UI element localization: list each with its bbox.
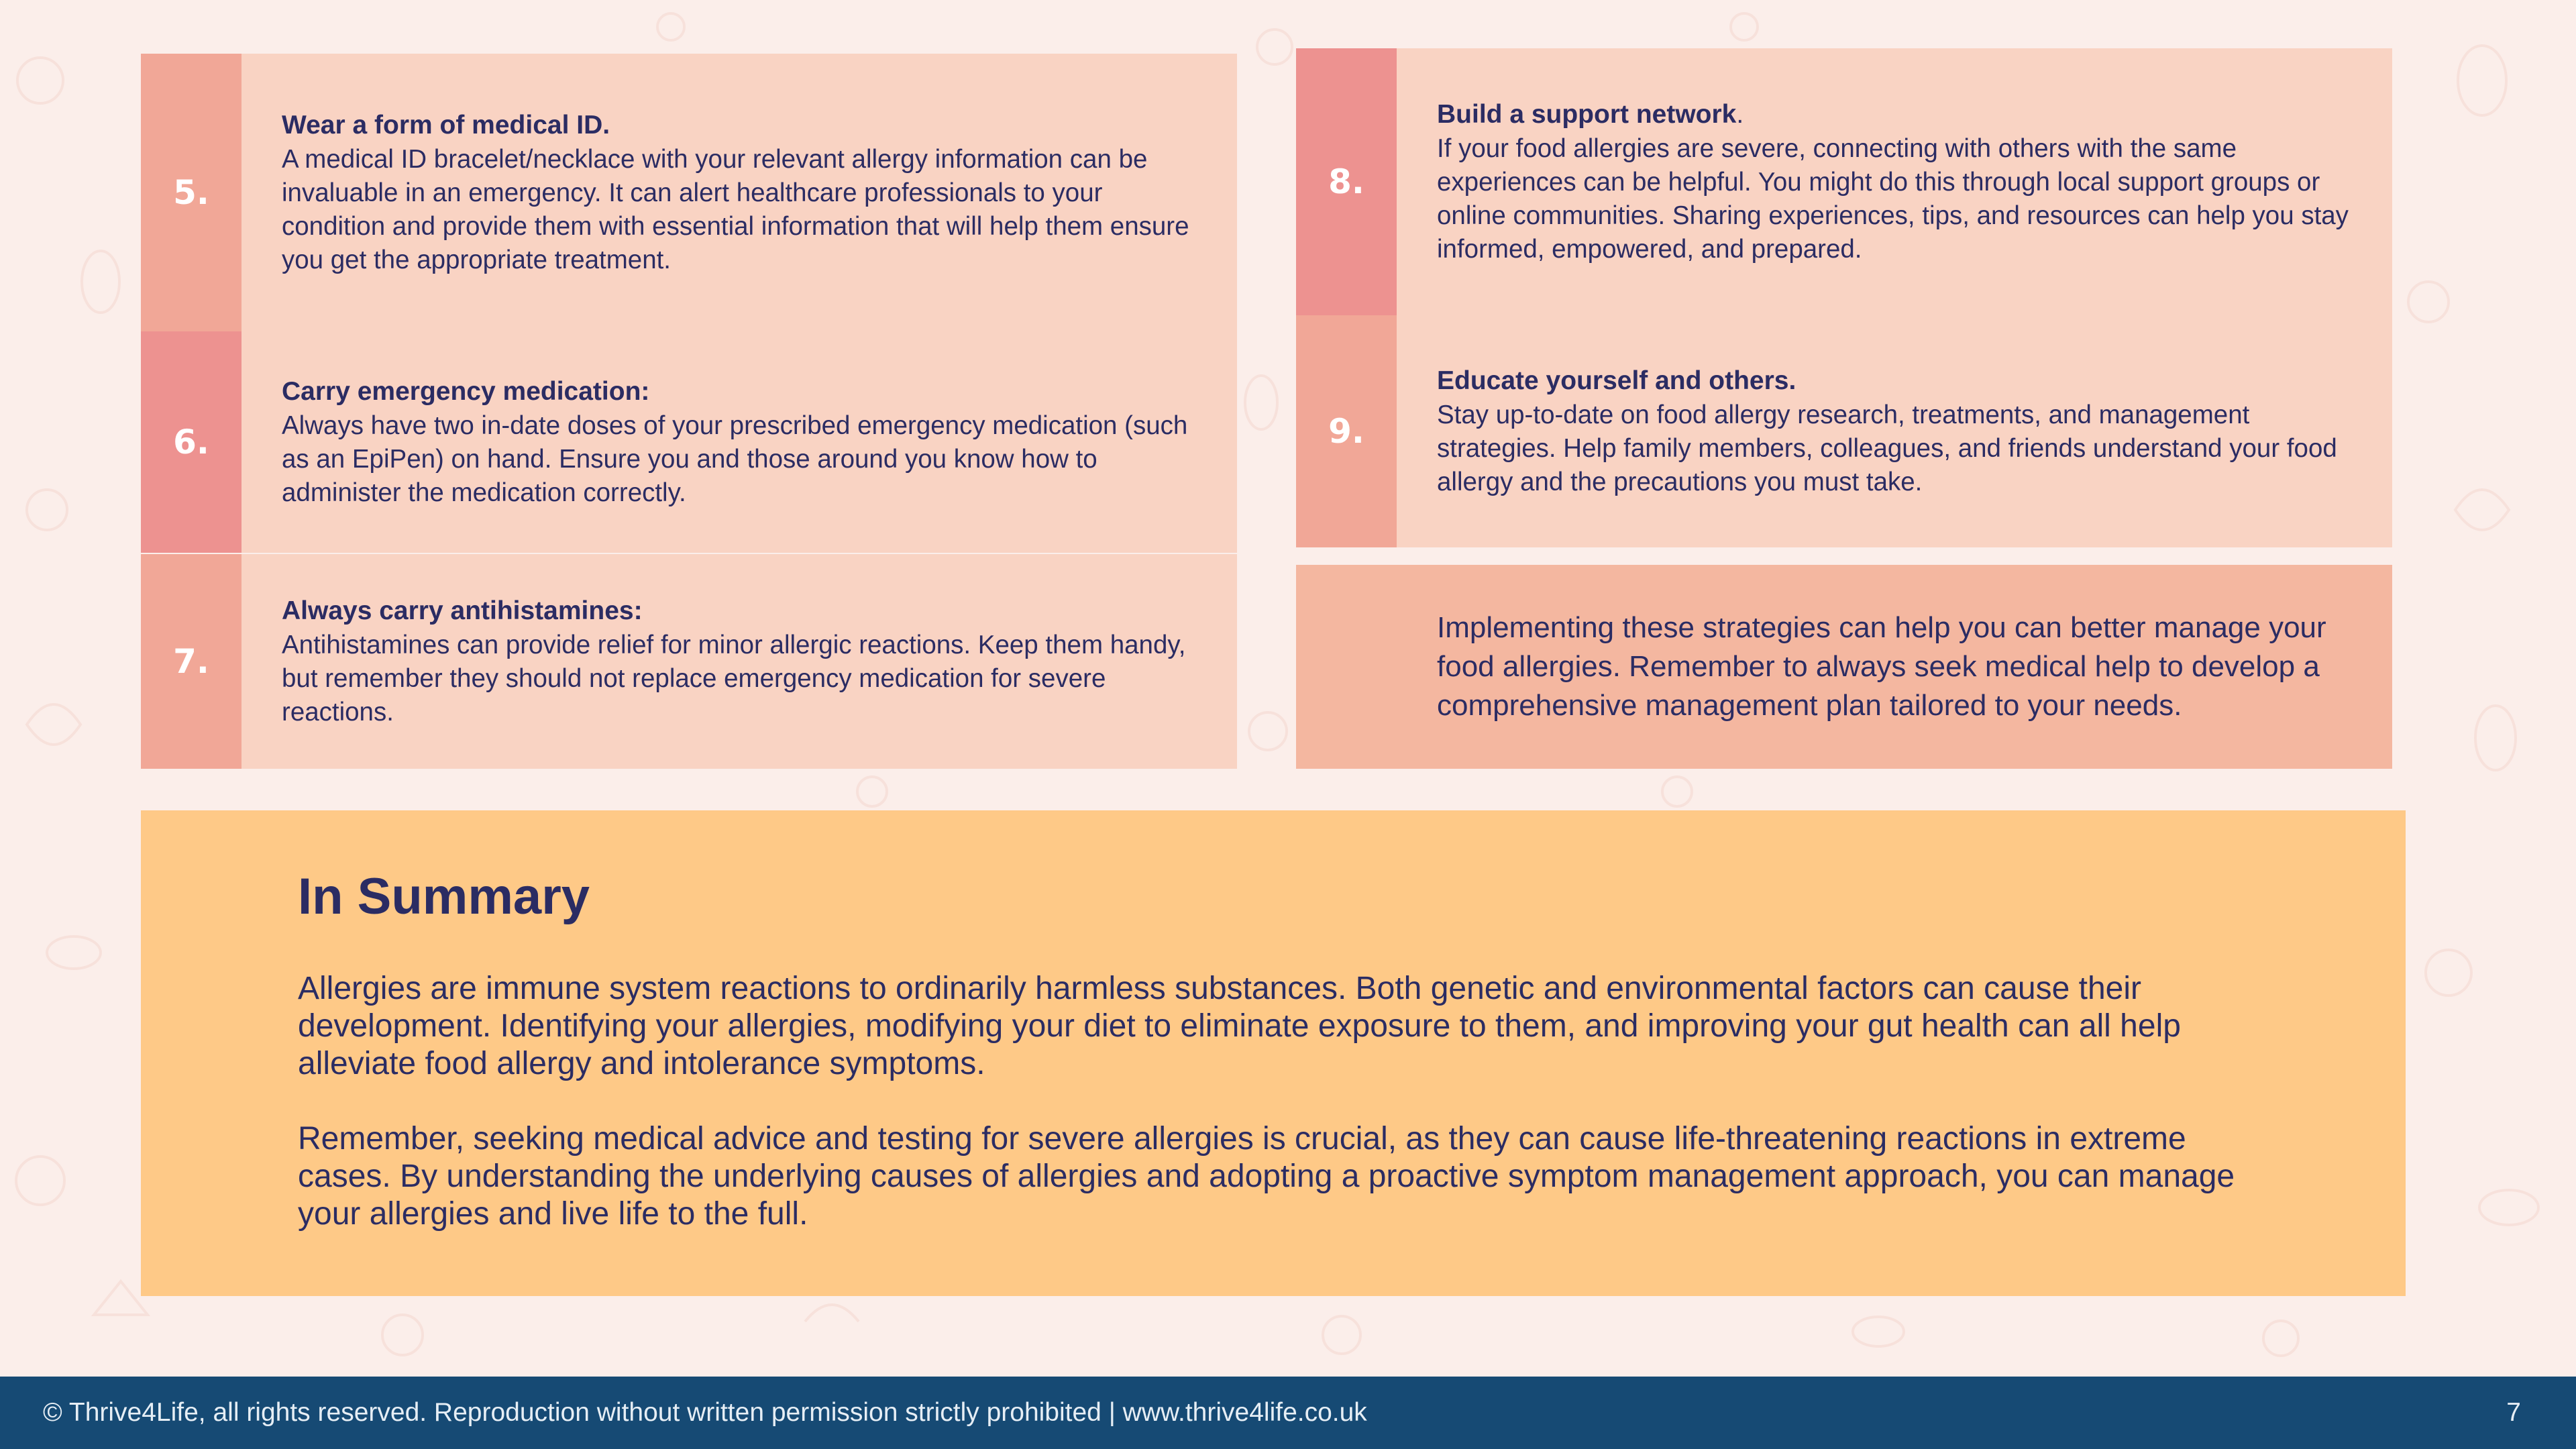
tip-title-text: Build a support network (1437, 100, 1737, 129)
footer-bar (0, 1377, 2576, 1449)
tip-title: Carry emergency medication: (282, 377, 650, 406)
tip-number: 5. (141, 54, 241, 331)
tip-card-9 (1296, 315, 2392, 547)
tip-number: 9. (1296, 315, 1397, 547)
summary-paragraph: Allergies are immune system reactions to ordinarily harmless substances. Both genetic and environmental factors can cause their development. Identifying your allergies, modifying your diet to eliminate exposure to them, and improving your gut health can all help alleviate food allergy and intolerance symptoms. (298, 971, 2181, 1081)
tip-card-6 (141, 331, 1237, 553)
closing-note-card (1296, 565, 2392, 769)
tip-text: Antihistamines can provide relief for minor allergic reactions. Keep them handy, but remember they should not replace emergency medication for severe reactions. (282, 631, 1186, 727)
tip-title-period: . (1736, 100, 1744, 129)
page-number: 7 (2506, 1398, 2521, 1427)
summary-title: In Summary (298, 868, 590, 925)
tip-text: A medical ID bracelet/necklace with your relevant allergy information can be invaluable in an emergency. It can alert healthcare professionals to your condition and provide them with essential information that will help them ensure you get the appropriate treatment. (282, 145, 1189, 274)
tip-card-5 (141, 54, 1237, 331)
summary-paragraph: Remember, seeking medical advice and testing for severe allergies is crucial, as they can cause life-threatening reactions in extreme cases. By understanding the underlying causes of allergies and adopting a proactive symptom management approach, you can manage your allergies and live life to the full. (298, 1121, 2235, 1232)
tip-title (1437, 97, 2365, 132)
tip-number: 6. (141, 331, 241, 553)
tip-text: Stay up-to-date on food allergy research, treatments, and management strategies. Help family members, colleagues, and friends understand your food allergy and the precautions you must take. (1437, 400, 2337, 496)
footer-copyright: © Thrive4Life, all rights reserved. Reproduction without written permission strictly prohibited | www.thrive4life.co.uk (43, 1398, 1367, 1427)
summary-box (141, 810, 2406, 1296)
tip-number: 7. (141, 554, 241, 769)
tip-card-8 (1296, 48, 2392, 315)
tip-text: If your food allergies are severe, connecting with others with the same experiences can be helpful. You might do this through local support groups or online communities. Sharing experiences, tips, and resources can help you stay informed, empowered, and prepared. (1437, 134, 2349, 264)
tip-title: Educate yourself and others. (1437, 366, 1796, 395)
tip-title: Always carry antihistamines: (282, 596, 643, 625)
closing-note-text: Implementing these strategies can help you can better manage your food allergies. Remember to always seek medical help to develop a comprehensive management plan tailored to your needs. (1437, 611, 2326, 722)
tip-text: Always have two in-date doses of your prescribed emergency medication (such as an EpiPen) on hand. Ensure you and those around you know how to administer the medication correctly. (282, 411, 1188, 507)
tip-card-7 (141, 554, 1237, 769)
tip-number: 8. (1296, 48, 1397, 315)
tip-title: Wear a form of medical ID. (282, 111, 610, 140)
